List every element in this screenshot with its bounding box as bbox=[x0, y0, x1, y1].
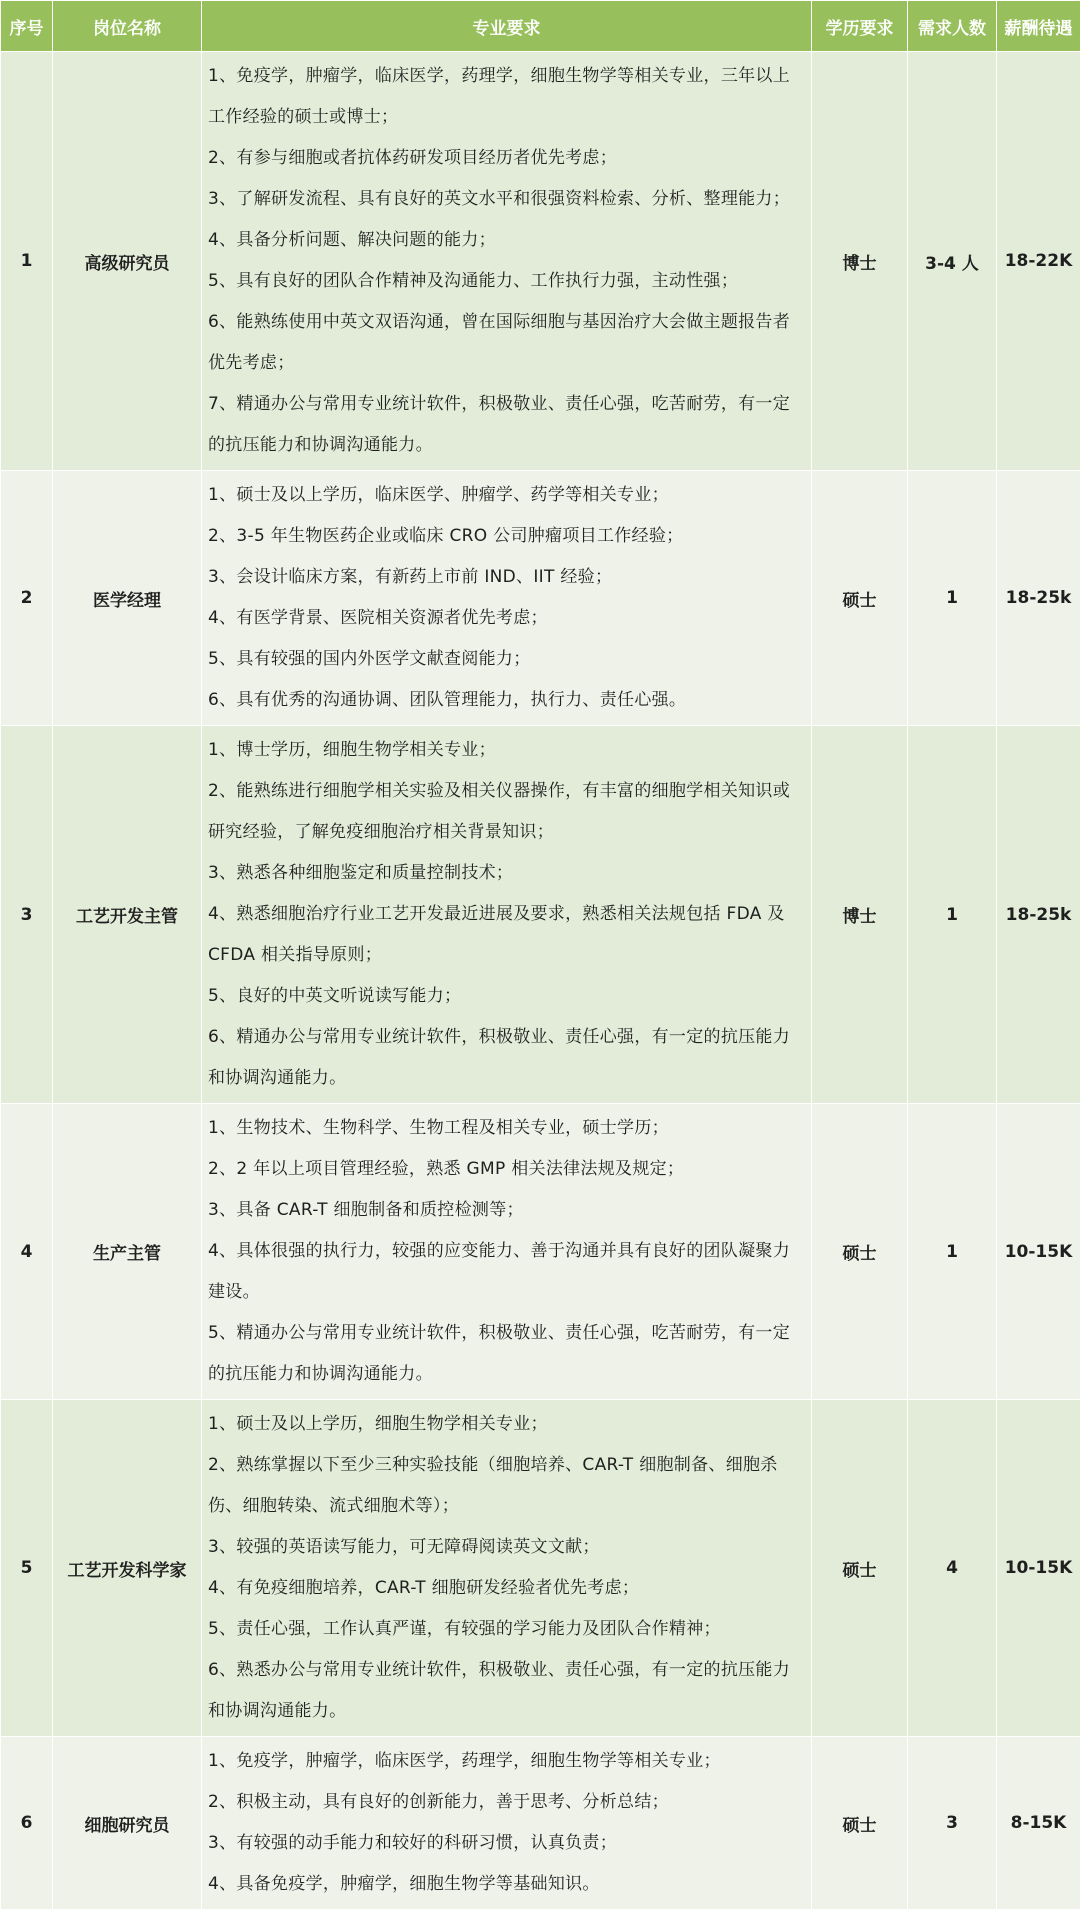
table-body bbox=[1, 52, 1080, 1910]
requirement-item: 5、精通办公与常用专业统计软件，积极敬业、责任心强，吃苦耐劳，有一定的抗压能力和协调沟通能力。 bbox=[208, 1313, 805, 1395]
requirements-cell bbox=[202, 1737, 812, 1910]
requirement-item: 4、熟悉细胞治疗行业工艺开发最近进展及要求，熟悉相关法规包括 FDA 及 CFDA 相关指导原则； bbox=[208, 894, 805, 976]
position-title: 生产主管 bbox=[53, 1104, 202, 1400]
requirements-cell bbox=[202, 471, 812, 726]
salary: 10-15K bbox=[997, 1400, 1080, 1737]
education-requirement: 博士 bbox=[812, 726, 908, 1104]
requirement-item: 7、精通办公与常用专业统计软件，积极敬业、责任心强，吃苦耐劳，有一定的抗压能力和协调沟通能力。 bbox=[208, 384, 805, 466]
requirements-list bbox=[208, 56, 805, 466]
headcount: 1 bbox=[908, 726, 997, 1104]
requirement-item: 5、具有较强的国内外医学文献查阅能力； bbox=[208, 639, 805, 680]
requirement-item: 4、具备免疫学，肿瘤学，细胞生物学等基础知识。 bbox=[208, 1864, 805, 1905]
row-index: 6 bbox=[1, 1737, 53, 1910]
salary: 18-25k bbox=[997, 471, 1080, 726]
table-row bbox=[1, 726, 1080, 1104]
row-index: 3 bbox=[1, 726, 53, 1104]
education-requirement: 硕士 bbox=[812, 1737, 908, 1910]
requirement-item: 2、有参与细胞或者抗体药研发项目经历者优先考虑； bbox=[208, 138, 805, 179]
table-row bbox=[1, 1104, 1080, 1400]
table-row bbox=[1, 1737, 1080, 1910]
table-row bbox=[1, 471, 1080, 726]
headcount: 4 bbox=[908, 1400, 997, 1737]
position-title: 工艺开发科学家 bbox=[53, 1400, 202, 1737]
salary: 18-22K bbox=[997, 52, 1080, 471]
requirement-item: 3、会设计临床方案，有新药上市前 IND、IIT 经验； bbox=[208, 557, 805, 598]
requirement-item: 2、能熟练进行细胞学相关实验及相关仪器操作，有丰富的细胞学相关知识或研究经验，了解免疫细胞治疗相关背景知识； bbox=[208, 771, 805, 853]
row-index: 2 bbox=[1, 471, 53, 726]
requirement-item: 4、有免疫细胞培养，CAR-T 细胞研发经验者优先考虑； bbox=[208, 1568, 805, 1609]
row-index: 4 bbox=[1, 1104, 53, 1400]
education-requirement: 硕士 bbox=[812, 471, 908, 726]
header-education: 学历要求 bbox=[812, 1, 908, 52]
row-index: 1 bbox=[1, 52, 53, 471]
requirement-item: 3、具备 CAR-T 细胞制备和质控检测等； bbox=[208, 1190, 805, 1231]
requirement-item: 5、具有良好的团队合作精神及沟通能力、工作执行力强，主动性强； bbox=[208, 261, 805, 302]
requirement-item: 6、能熟练使用中英文双语沟通，曾在国际细胞与基因治疗大会做主题报告者优先考虑； bbox=[208, 302, 805, 384]
requirement-item: 1、博士学历，细胞生物学相关专业； bbox=[208, 730, 805, 771]
requirement-item: 5、责任心强，工作认真严谨，有较强的学习能力及团队合作精神； bbox=[208, 1609, 805, 1650]
headcount: 3-4 人 bbox=[908, 52, 997, 471]
requirement-item: 3、了解研发流程、具有良好的英文水平和很强资料检索、分析、整理能力； bbox=[208, 179, 805, 220]
position-title: 医学经理 bbox=[53, 471, 202, 726]
requirements-list bbox=[208, 1404, 805, 1732]
header-headcount: 需求人数 bbox=[908, 1, 997, 52]
requirement-item: 6、具有优秀的沟通协调、团队管理能力，执行力、责任心强。 bbox=[208, 680, 805, 721]
requirements-list bbox=[208, 1108, 805, 1395]
requirements-list bbox=[208, 1741, 805, 1905]
position-title: 工艺开发主管 bbox=[53, 726, 202, 1104]
requirement-item: 1、免疫学，肿瘤学，临床医学，药理学，细胞生物学等相关专业； bbox=[208, 1741, 805, 1782]
requirement-item: 2、2 年以上项目管理经验，熟悉 GMP 相关法律法规及规定； bbox=[208, 1149, 805, 1190]
requirements-cell bbox=[202, 1400, 812, 1737]
header-position-title: 岗位名称 bbox=[53, 1, 202, 52]
requirement-item: 1、硕士及以上学历，细胞生物学相关专业； bbox=[208, 1404, 805, 1445]
header-requirements: 专业要求 bbox=[202, 1, 812, 52]
table-header bbox=[1, 1, 1080, 52]
salary: 18-25k bbox=[997, 726, 1080, 1104]
requirement-item: 1、生物技术、生物科学、生物工程及相关专业，硕士学历； bbox=[208, 1108, 805, 1149]
requirement-item: 4、有医学背景、医院相关资源者优先考虑； bbox=[208, 598, 805, 639]
table-row bbox=[1, 52, 1080, 471]
table-row bbox=[1, 1400, 1080, 1737]
position-title: 细胞研究员 bbox=[53, 1737, 202, 1910]
requirement-item: 4、具备分析问题、解决问题的能力； bbox=[208, 220, 805, 261]
row-index: 5 bbox=[1, 1400, 53, 1737]
headcount: 3 bbox=[908, 1737, 997, 1910]
requirement-item: 2、积极主动，具有良好的创新能力，善于思考、分析总结； bbox=[208, 1782, 805, 1823]
headcount: 1 bbox=[908, 471, 997, 726]
requirements-cell bbox=[202, 52, 812, 471]
header-salary: 薪酬待遇 bbox=[997, 1, 1080, 52]
education-requirement: 博士 bbox=[812, 52, 908, 471]
requirement-item: 2、3-5 年生物医药企业或临床 CRO 公司肿瘤项目工作经验； bbox=[208, 516, 805, 557]
requirements-list bbox=[208, 475, 805, 721]
requirement-item: 6、精通办公与常用专业统计软件，积极敬业、责任心强，有一定的抗压能力和协调沟通能力。 bbox=[208, 1017, 805, 1099]
requirements-list bbox=[208, 730, 805, 1099]
requirement-item: 2、熟练掌握以下至少三种实验技能（细胞培养、CAR-T 细胞制备、细胞杀伤、细胞转染、流式细胞术等）； bbox=[208, 1445, 805, 1527]
salary: 10-15K bbox=[997, 1104, 1080, 1400]
requirement-item: 3、熟悉各种细胞鉴定和质量控制技术； bbox=[208, 853, 805, 894]
header-row bbox=[1, 1, 1080, 52]
education-requirement: 硕士 bbox=[812, 1400, 908, 1737]
education-requirement: 硕士 bbox=[812, 1104, 908, 1400]
requirement-item: 5、良好的中英文听说读写能力； bbox=[208, 976, 805, 1017]
requirement-item: 1、硕士及以上学历，临床医学、肿瘤学、药学等相关专业； bbox=[208, 475, 805, 516]
header-index: 序号 bbox=[1, 1, 53, 52]
requirement-item: 3、较强的英语读写能力，可无障碍阅读英文文献； bbox=[208, 1527, 805, 1568]
requirements-cell bbox=[202, 726, 812, 1104]
headcount: 1 bbox=[908, 1104, 997, 1400]
requirement-item: 1、免疫学，肿瘤学，临床医学，药理学，细胞生物学等相关专业，三年以上工作经验的硕士或博士； bbox=[208, 56, 805, 138]
position-title: 高级研究员 bbox=[53, 52, 202, 471]
requirement-item: 3、有较强的动手能力和较好的科研习惯，认真负责； bbox=[208, 1823, 805, 1864]
requirements-cell bbox=[202, 1104, 812, 1400]
salary: 8-15K bbox=[997, 1737, 1080, 1910]
requirement-item: 6、熟悉办公与常用专业统计软件，积极敬业、责任心强，有一定的抗压能力和协调沟通能力。 bbox=[208, 1650, 805, 1732]
requirement-item: 4、具体很强的执行力，较强的应变能力、善于沟通并具有良好的团队凝聚力建设。 bbox=[208, 1231, 805, 1313]
